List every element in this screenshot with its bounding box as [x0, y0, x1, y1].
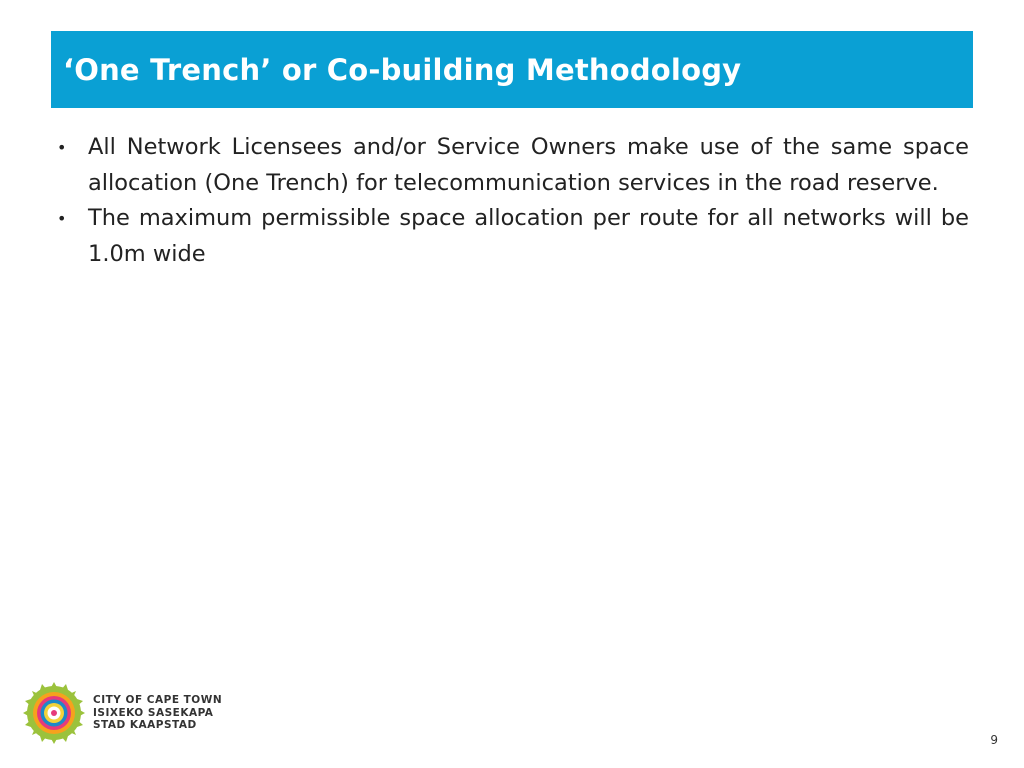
bullet-text: All Network Licensees and/or Service Owners make use of the same space allocation (One Trench) for telecommunication services in the road reserve. [88, 134, 969, 196]
bullet-list [51, 130, 969, 272]
bullet-text: The maximum permissible space allocation per route for all networks will be 1.0m wide [88, 205, 969, 267]
logo-line-2: ISIXEKO SASEKAPA [93, 706, 214, 719]
city-logo [22, 681, 222, 745]
bullet-item [51, 130, 969, 201]
bullet-dot: • [57, 209, 67, 228]
slide-title: ‘One Trench’ or Co-building Methodology [63, 52, 742, 87]
logo-line-1: CITY OF CAPE TOWN [93, 694, 223, 707]
logo-wordmark [93, 694, 222, 732]
bullet-item [51, 201, 969, 272]
bullet-dot: • [57, 138, 67, 157]
title-bar [51, 31, 973, 108]
page-number: 9 [990, 733, 998, 747]
logo-line-3: STAD KAAPSTAD [93, 719, 197, 732]
city-of-cape-town-emblem-icon [22, 681, 86, 745]
